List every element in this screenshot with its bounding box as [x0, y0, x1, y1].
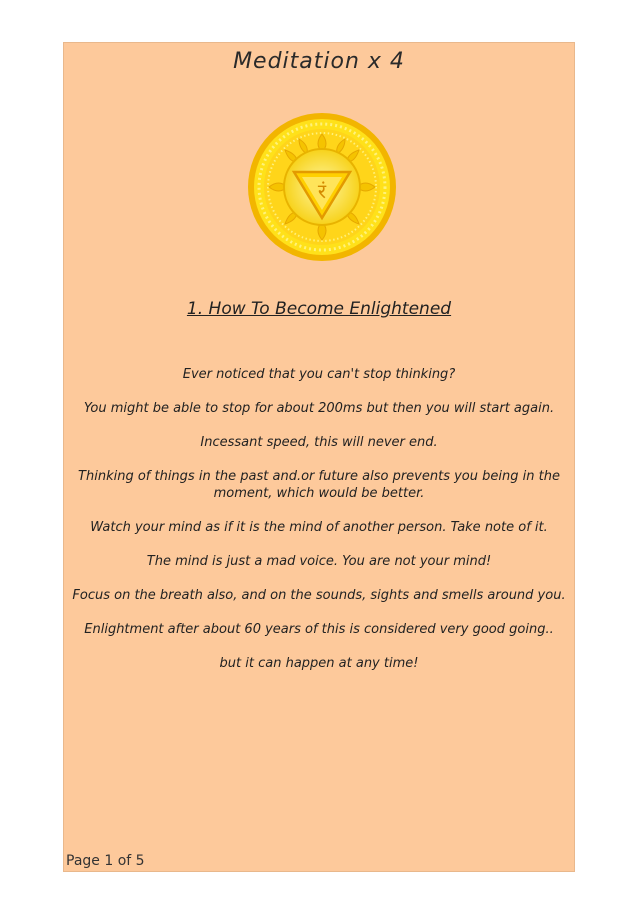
page-number: Page 1 of 5 — [66, 853, 145, 869]
paragraph: Focus on the breath also, and on the sounds, sights and smells around you. — [72, 588, 566, 603]
paragraph: Thinking of things in the past and.or future also prevents you being in the moment, which would be better. — [78, 469, 560, 501]
section-heading: 1. How To Become Enlightened — [186, 299, 452, 319]
svg-text:रं: रं — [317, 179, 327, 203]
paragraph: but it can happen at any time! — [219, 656, 419, 671]
paragraph: Enlightment after about 60 years of this is considered very good going.. — [84, 622, 554, 637]
solar-plexus-chakra-icon — [247, 112, 397, 262]
paragraph: Incessant speed, this will never end. — [200, 435, 438, 450]
paragraph: Watch your mind as if it is the mind of another person. Take note of it. — [90, 520, 548, 535]
paragraph: Ever noticed that you can't stop thinking? — [182, 367, 456, 382]
document-title: Meditation x 4 — [233, 49, 405, 74]
paragraph: You might be able to stop for about 200ms but then you will start again. — [83, 401, 555, 416]
body-text — [64, 366, 574, 689]
document-page — [63, 42, 575, 872]
paragraph: The mind is just a mad voice. You are not your mind! — [146, 554, 492, 569]
